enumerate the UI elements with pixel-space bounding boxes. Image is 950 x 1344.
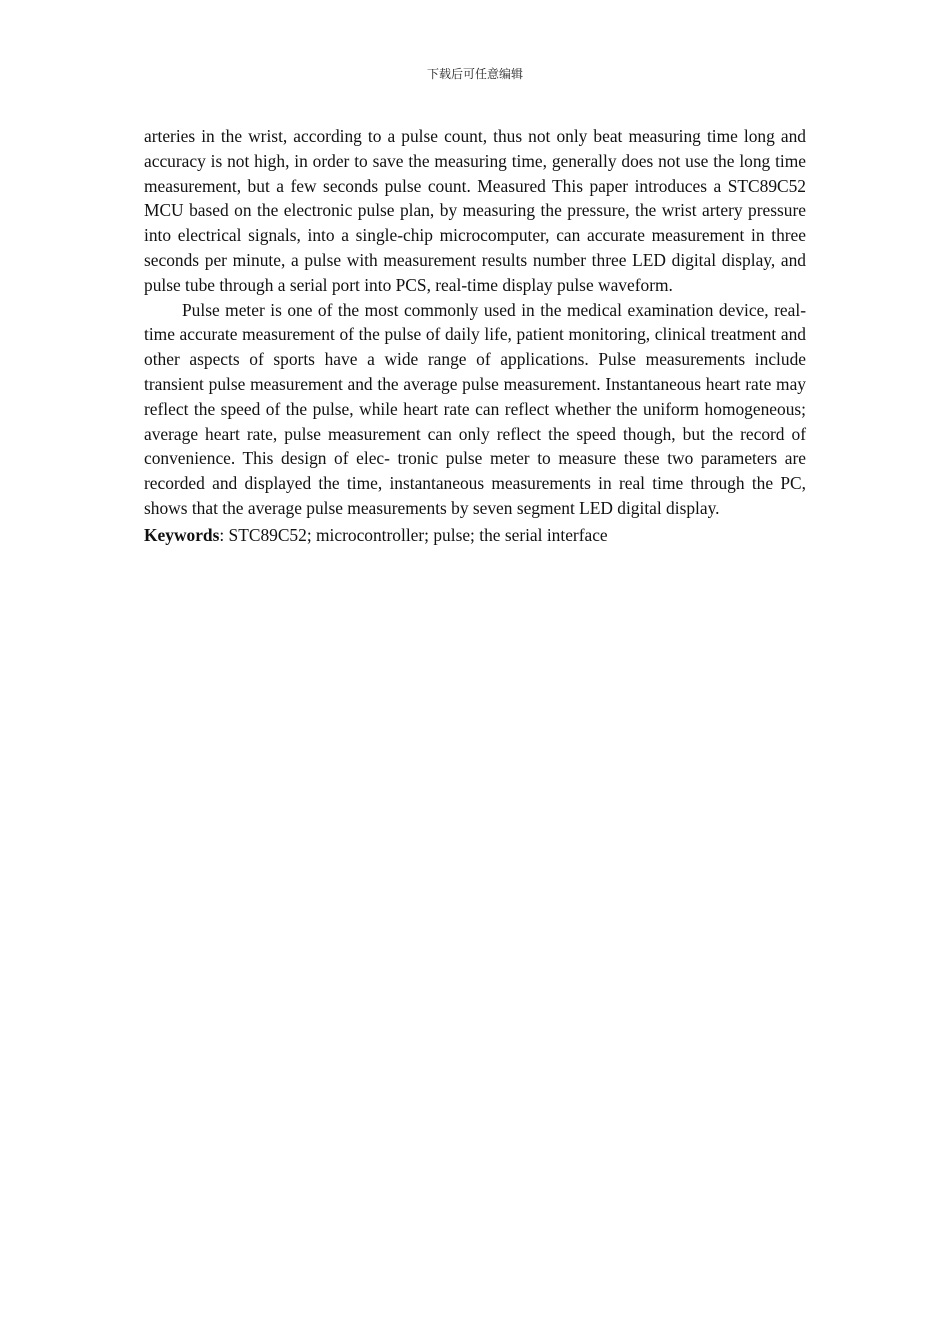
abstract-paragraph-2: Pulse meter is one of the most commonly used in the medical examination device, real-time accurate measurement of the pulse of daily life, patient monitoring, clinical treatment and other aspects of sports have a wide range of applications. Pulse measurements include transient pulse measurement and the average pulse measurement. Instantaneous heart rate may reflect the speed of the pulse, while heart rate can reflect whether the uniform homogeneous; average heart rate, pulse measurement can only reflect the speed though, but the record of convenience. This design of elec- tronic pulse meter to measure these two parameters are recorded and displayed the time, instantaneous measurements in real time through the PC, shows that the average pulse measurements by seven segment LED digital display. — [144, 299, 806, 518]
keywords-label: Keywords — [144, 524, 220, 545]
abstract-paragraph-1: arteries in the wrist, according to a pulse count, thus not only beat measuring time long and accuracy is not high, in order to save the measuring time, generally does not use the long time measurement, but a few seconds pulse count. Measured This paper introduces a STC89C52 MCU based on the electronic pulse plan, by measuring the pressure, the wrist artery pressure into electrical signals, into a single-chip microcomputer, can accurate measurement in three seconds per minute, a pulse with measurement results number three LED digital display, and pulse tube through a serial port into PCS, real-time display pulse waveform. — [144, 126, 806, 295]
keywords-value: STC89C52; microcontroller; pulse; the serial interface — [228, 524, 608, 545]
page-header: 下载后可任意编辑 — [426, 67, 523, 81]
keywords-separator: : — [219, 524, 229, 545]
document-body — [144, 124, 806, 548]
keywords-line — [144, 523, 806, 548]
